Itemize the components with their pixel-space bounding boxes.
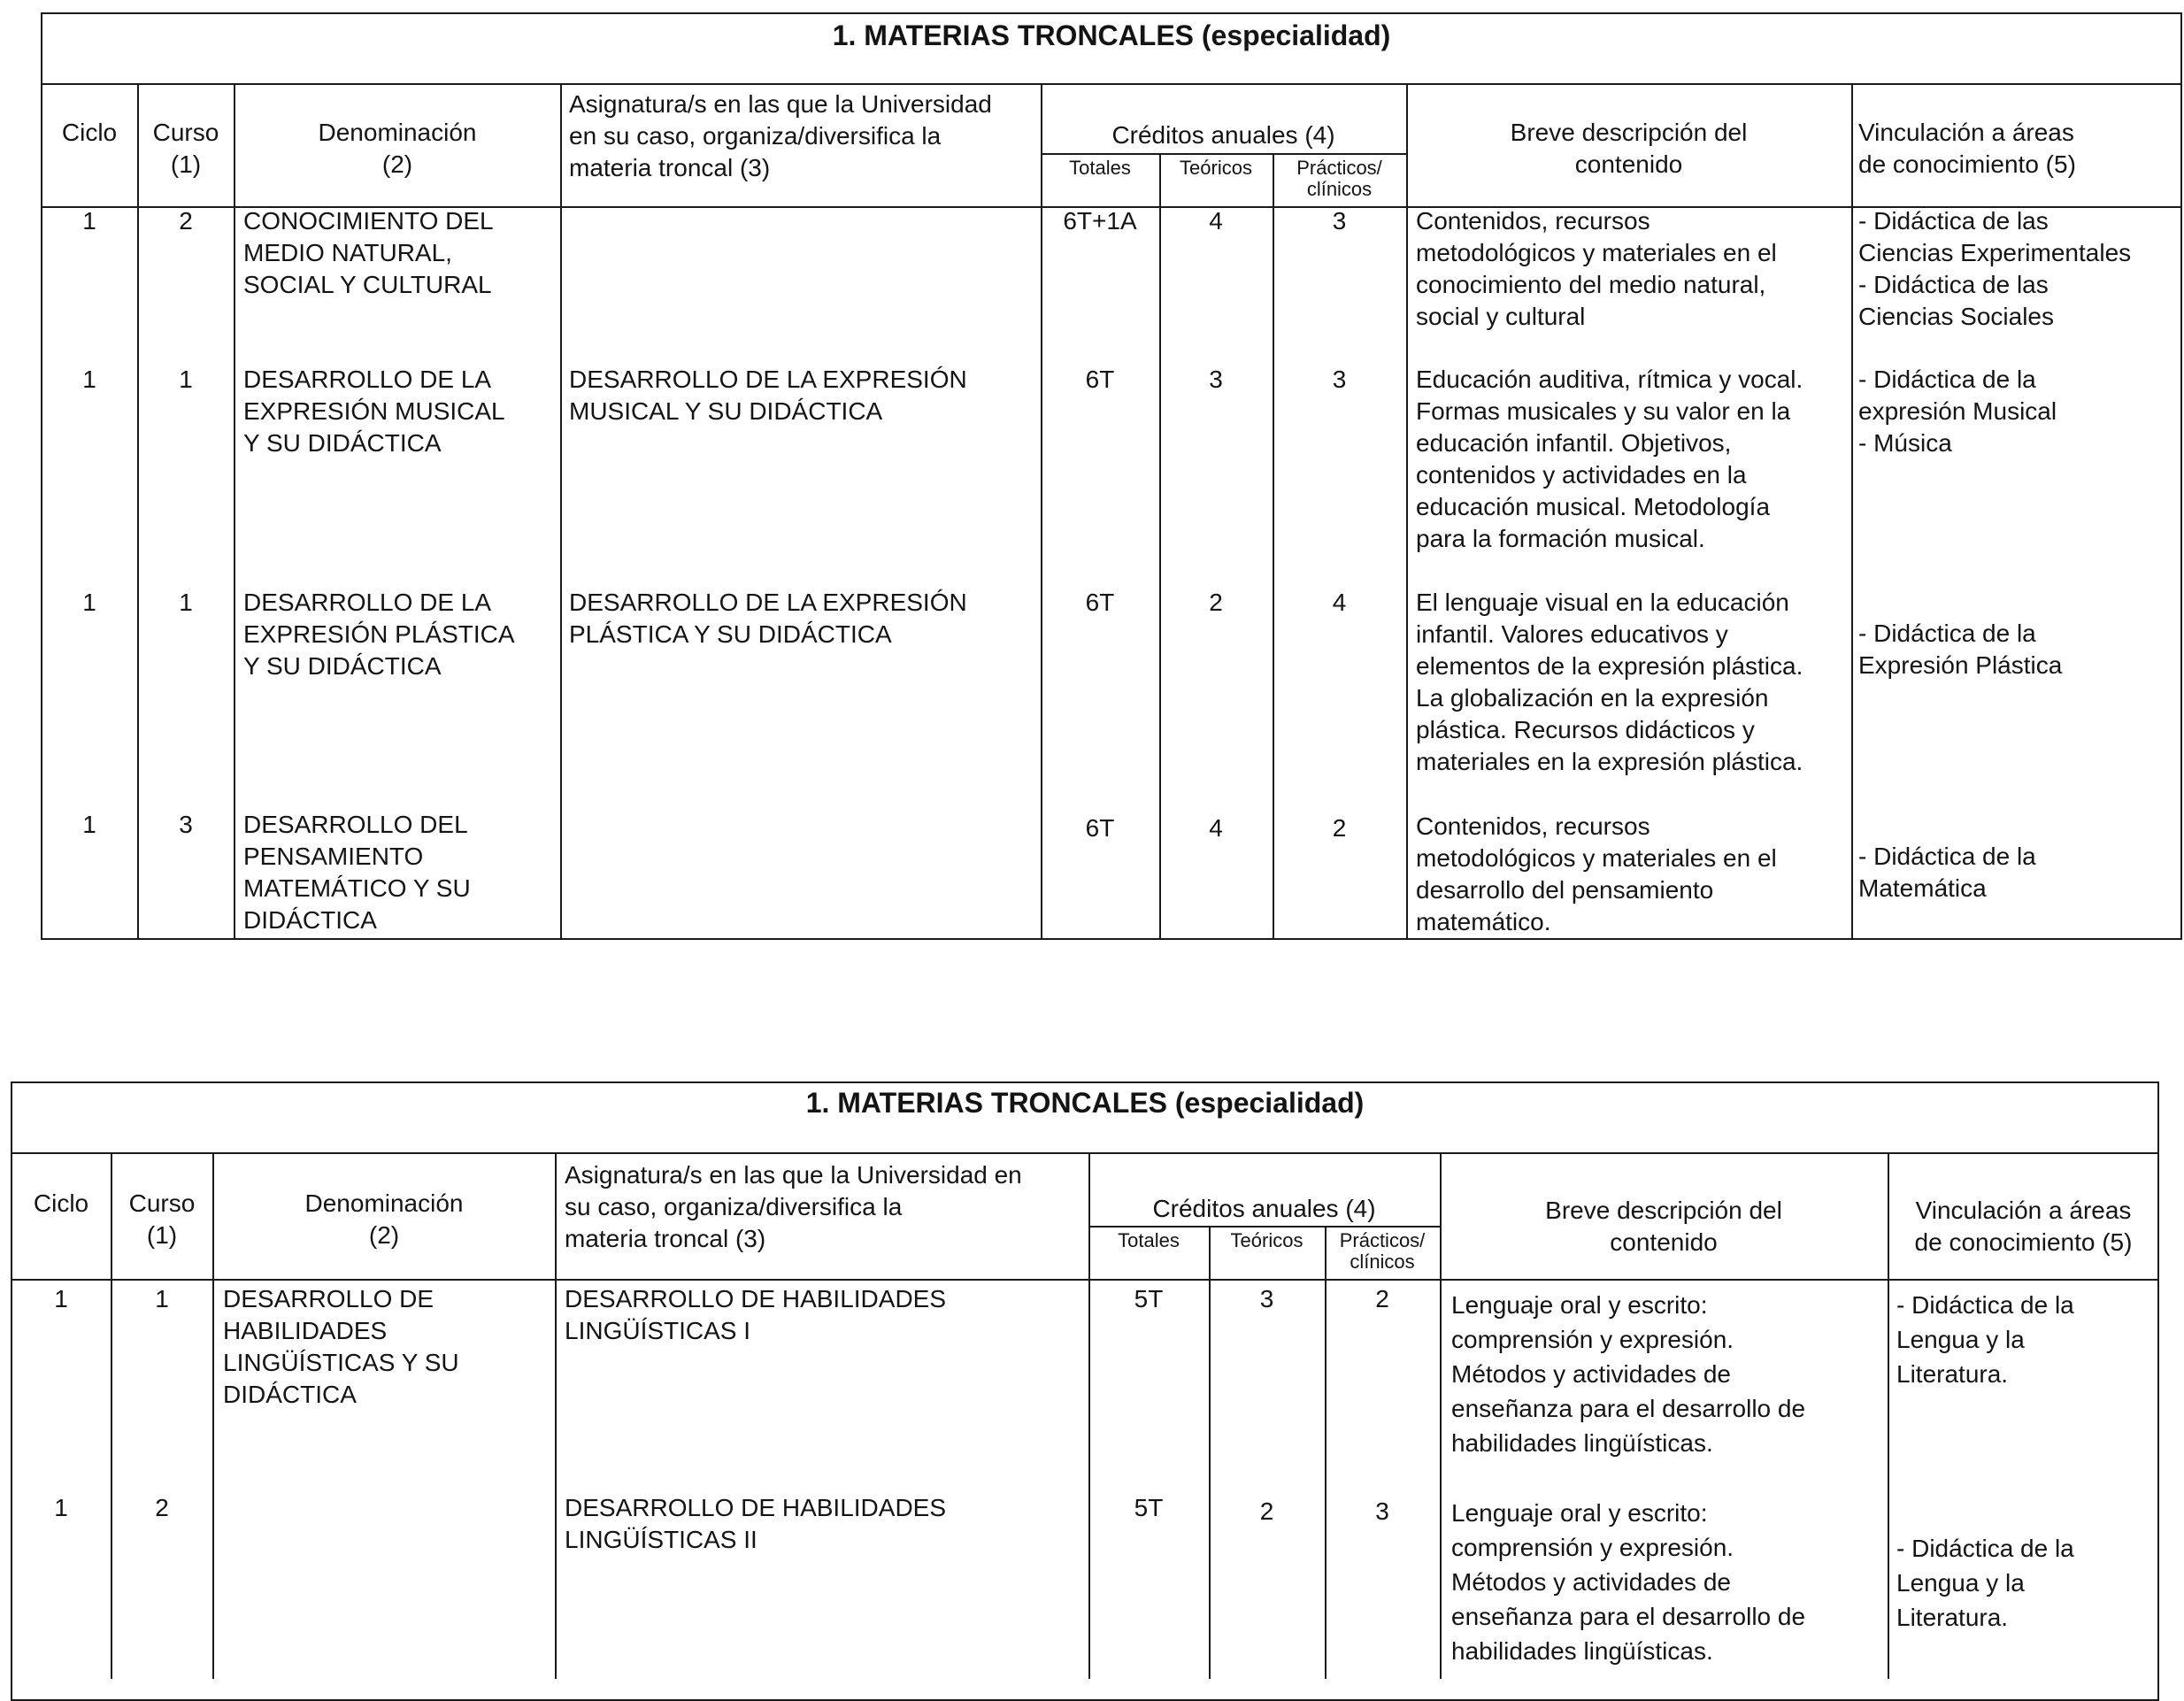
col-divider — [1406, 83, 1408, 940]
cell-curso: 1 — [179, 366, 193, 393]
cell-practicos: 3 — [1375, 1497, 1389, 1525]
header-ciclo: Ciclo — [61, 119, 118, 146]
cell-denominacion: DESARROLLO DE LA EXPRESIÓN PLÁSTICA Y SU DIDÁCTICA — [243, 589, 515, 680]
cell-descripcion: Contenidos, recursos metodológicos y materiales en el desarrollo del pensamiento matemático. — [1416, 812, 1777, 935]
cell-ciclo: 1 — [82, 207, 96, 235]
cell-denominacion: DESARROLLO DE HABILIDADES LINGÜÍSTICAS Y SU DIDÁCTICA — [223, 1285, 459, 1408]
cell-practicos: 2 — [1332, 814, 1347, 842]
table-2-title-rule — [11, 1152, 2159, 1154]
cell-vinculacion: - Didáctica de la Matemática — [1858, 843, 2036, 902]
cell-totales: 6T — [1085, 589, 1115, 616]
table-2-header-rule — [11, 1279, 2159, 1281]
header-denominacion: Denominación (2) — [318, 119, 477, 178]
cell-asignatura: DESARROLLO DE LA EXPRESIÓN MUSICAL Y SU DIDÁCTICA — [569, 366, 967, 425]
header-curso: Curso (1) — [152, 119, 219, 178]
header-creditos: Créditos anuales (4) — [1152, 1195, 1376, 1222]
cell-vinculacion: - Didáctica de la Lengua y la Literatura. — [1896, 1291, 2074, 1388]
cell-totales: 6T — [1085, 366, 1115, 393]
cell-vinculacion: - Didáctica de la Lengua y la Literatura. — [1896, 1535, 2074, 1631]
header-asignatura: Asignatura/s en las que la Universidad en su caso, organiza/diversifica la materia troncal (3) — [565, 1161, 1022, 1252]
cell-asignatura: DESARROLLO DE HABILIDADES LINGÜÍSTICAS I — [565, 1285, 947, 1344]
cell-totales: 5T — [1134, 1494, 1164, 1521]
header-descripcion: Breve descripción del contenido — [1510, 119, 1748, 178]
header-ciclo: Ciclo — [33, 1189, 89, 1217]
cell-descripcion: El lenguaje visual en la educación infantil. Valores educativos y elementos de la expresión plástica. La globalización en la expresión plástica. Recursos didácticos y materiales en la expresión plástica. — [1416, 589, 1803, 775]
cell-vinculacion: - Didáctica de la Expresión Plástica — [1858, 620, 2063, 679]
cell-asignatura: DESARROLLO DE HABILIDADES LINGÜÍSTICAS II — [565, 1494, 947, 1553]
cell-denominacion: CONOCIMIENTO DEL MEDIO NATURAL, SOCIAL Y CULTURAL — [243, 207, 494, 298]
header-practicos: Prácticos/ clínicos — [1296, 157, 1382, 200]
header-teoricos: Teóricos — [1230, 1229, 1303, 1251]
header-creditos: Créditos anuales (4) — [1111, 121, 1335, 149]
header-descripcion: Breve descripción del contenido — [1545, 1197, 1782, 1256]
cell-ciclo: 1 — [82, 589, 96, 616]
table-2-credits-rule — [1088, 1226, 1440, 1228]
cell-denominacion: DESARROLLO DE LA EXPRESIÓN MUSICAL Y SU DIDÁCTICA — [243, 366, 505, 457]
cell-ciclo: 1 — [82, 366, 96, 393]
col-divider — [560, 83, 562, 940]
cell-teoricos: 4 — [1209, 207, 1223, 235]
cell-descripcion: Lenguaje oral y escrito: comprensión y expresión. Métodos y actividades de enseñanza para el desarrollo de habilidades lingüísticas. — [1451, 1499, 1806, 1665]
cell-denominacion: DESARROLLO DEL PENSAMIENTO MATEMÁTICO Y SU DIDÁCTICA — [243, 811, 471, 934]
header-vinculacion: Vinculación a áreas de conocimiento (5) — [1858, 119, 2076, 178]
cell-descripcion: Educación auditiva, rítmica y vocal. Formas musicales y su valor en la educación infantil. Objetivos, contenidos y actividades en la educación musical. Metodología para la formación musical. — [1416, 366, 1803, 552]
col-divider — [1851, 83, 1853, 940]
cell-curso: 3 — [179, 811, 193, 838]
cell-totales: 5T — [1134, 1285, 1164, 1312]
header-denominacion: Denominación (2) — [304, 1189, 464, 1249]
cell-curso: 1 — [179, 589, 193, 616]
cell-practicos: 4 — [1332, 589, 1347, 616]
header-totales: Totales — [1069, 157, 1131, 179]
cell-ciclo: 1 — [82, 811, 96, 838]
cell-teoricos: 4 — [1209, 814, 1223, 842]
cell-ciclo: 1 — [54, 1285, 68, 1312]
header-teoricos: Teóricos — [1180, 157, 1252, 179]
cell-vinculacion: - Didáctica de las Ciencias Experimentales - Didáctica de las Ciencias Sociales — [1858, 207, 2132, 330]
cell-curso: 1 — [155, 1285, 169, 1312]
header-practicos: Prácticos/ clínicos — [1339, 1229, 1426, 1273]
cell-practicos: 2 — [1375, 1285, 1389, 1312]
cell-totales: 6T — [1085, 814, 1115, 842]
cell-ciclo: 1 — [54, 1494, 68, 1521]
cell-practicos: 3 — [1332, 207, 1347, 235]
cell-teoricos: 2 — [1259, 1497, 1274, 1525]
cell-teoricos: 2 — [1209, 589, 1223, 616]
cell-vinculacion: - Didáctica de la expresión Musical - Música — [1858, 366, 2057, 457]
cell-asignatura: DESARROLLO DE LA EXPRESIÓN PLÁSTICA Y SU DIDÁCTICA — [569, 589, 967, 648]
cell-teoricos: 3 — [1259, 1285, 1274, 1312]
cell-curso: 2 — [155, 1494, 169, 1521]
table-1-title-rule — [41, 83, 2182, 85]
header-curso: Curso (1) — [128, 1189, 196, 1249]
table-title: 1. MATERIAS TRONCALES (especialidad) — [832, 19, 1391, 51]
table-title: 1. MATERIAS TRONCALES (especialidad) — [805, 1087, 1365, 1119]
cell-teoricos: 3 — [1209, 366, 1223, 393]
cell-totales: 6T+1A — [1063, 207, 1137, 235]
cell-practicos: 3 — [1332, 366, 1347, 393]
header-asignatura: Asignatura/s en las que la Universidad en su caso, organiza/diversifica la materia troncal (3) — [569, 90, 992, 181]
cell-descripcion: Contenidos, recursos metodológicos y materiales en el conocimiento del medio natural, social y cultural — [1416, 207, 1777, 330]
cell-curso: 2 — [179, 207, 193, 235]
header-totales: Totales — [1118, 1229, 1180, 1251]
cell-descripcion: Lenguaje oral y escrito: comprensión y expresión. Métodos y actividades de enseñanza para el desarrollo de habilidades lingüísticas. — [1451, 1291, 1806, 1457]
header-vinculacion: Vinculación a áreas de conocimiento (5) — [1914, 1197, 2133, 1256]
table-1-credits-rule — [1041, 153, 1406, 155]
